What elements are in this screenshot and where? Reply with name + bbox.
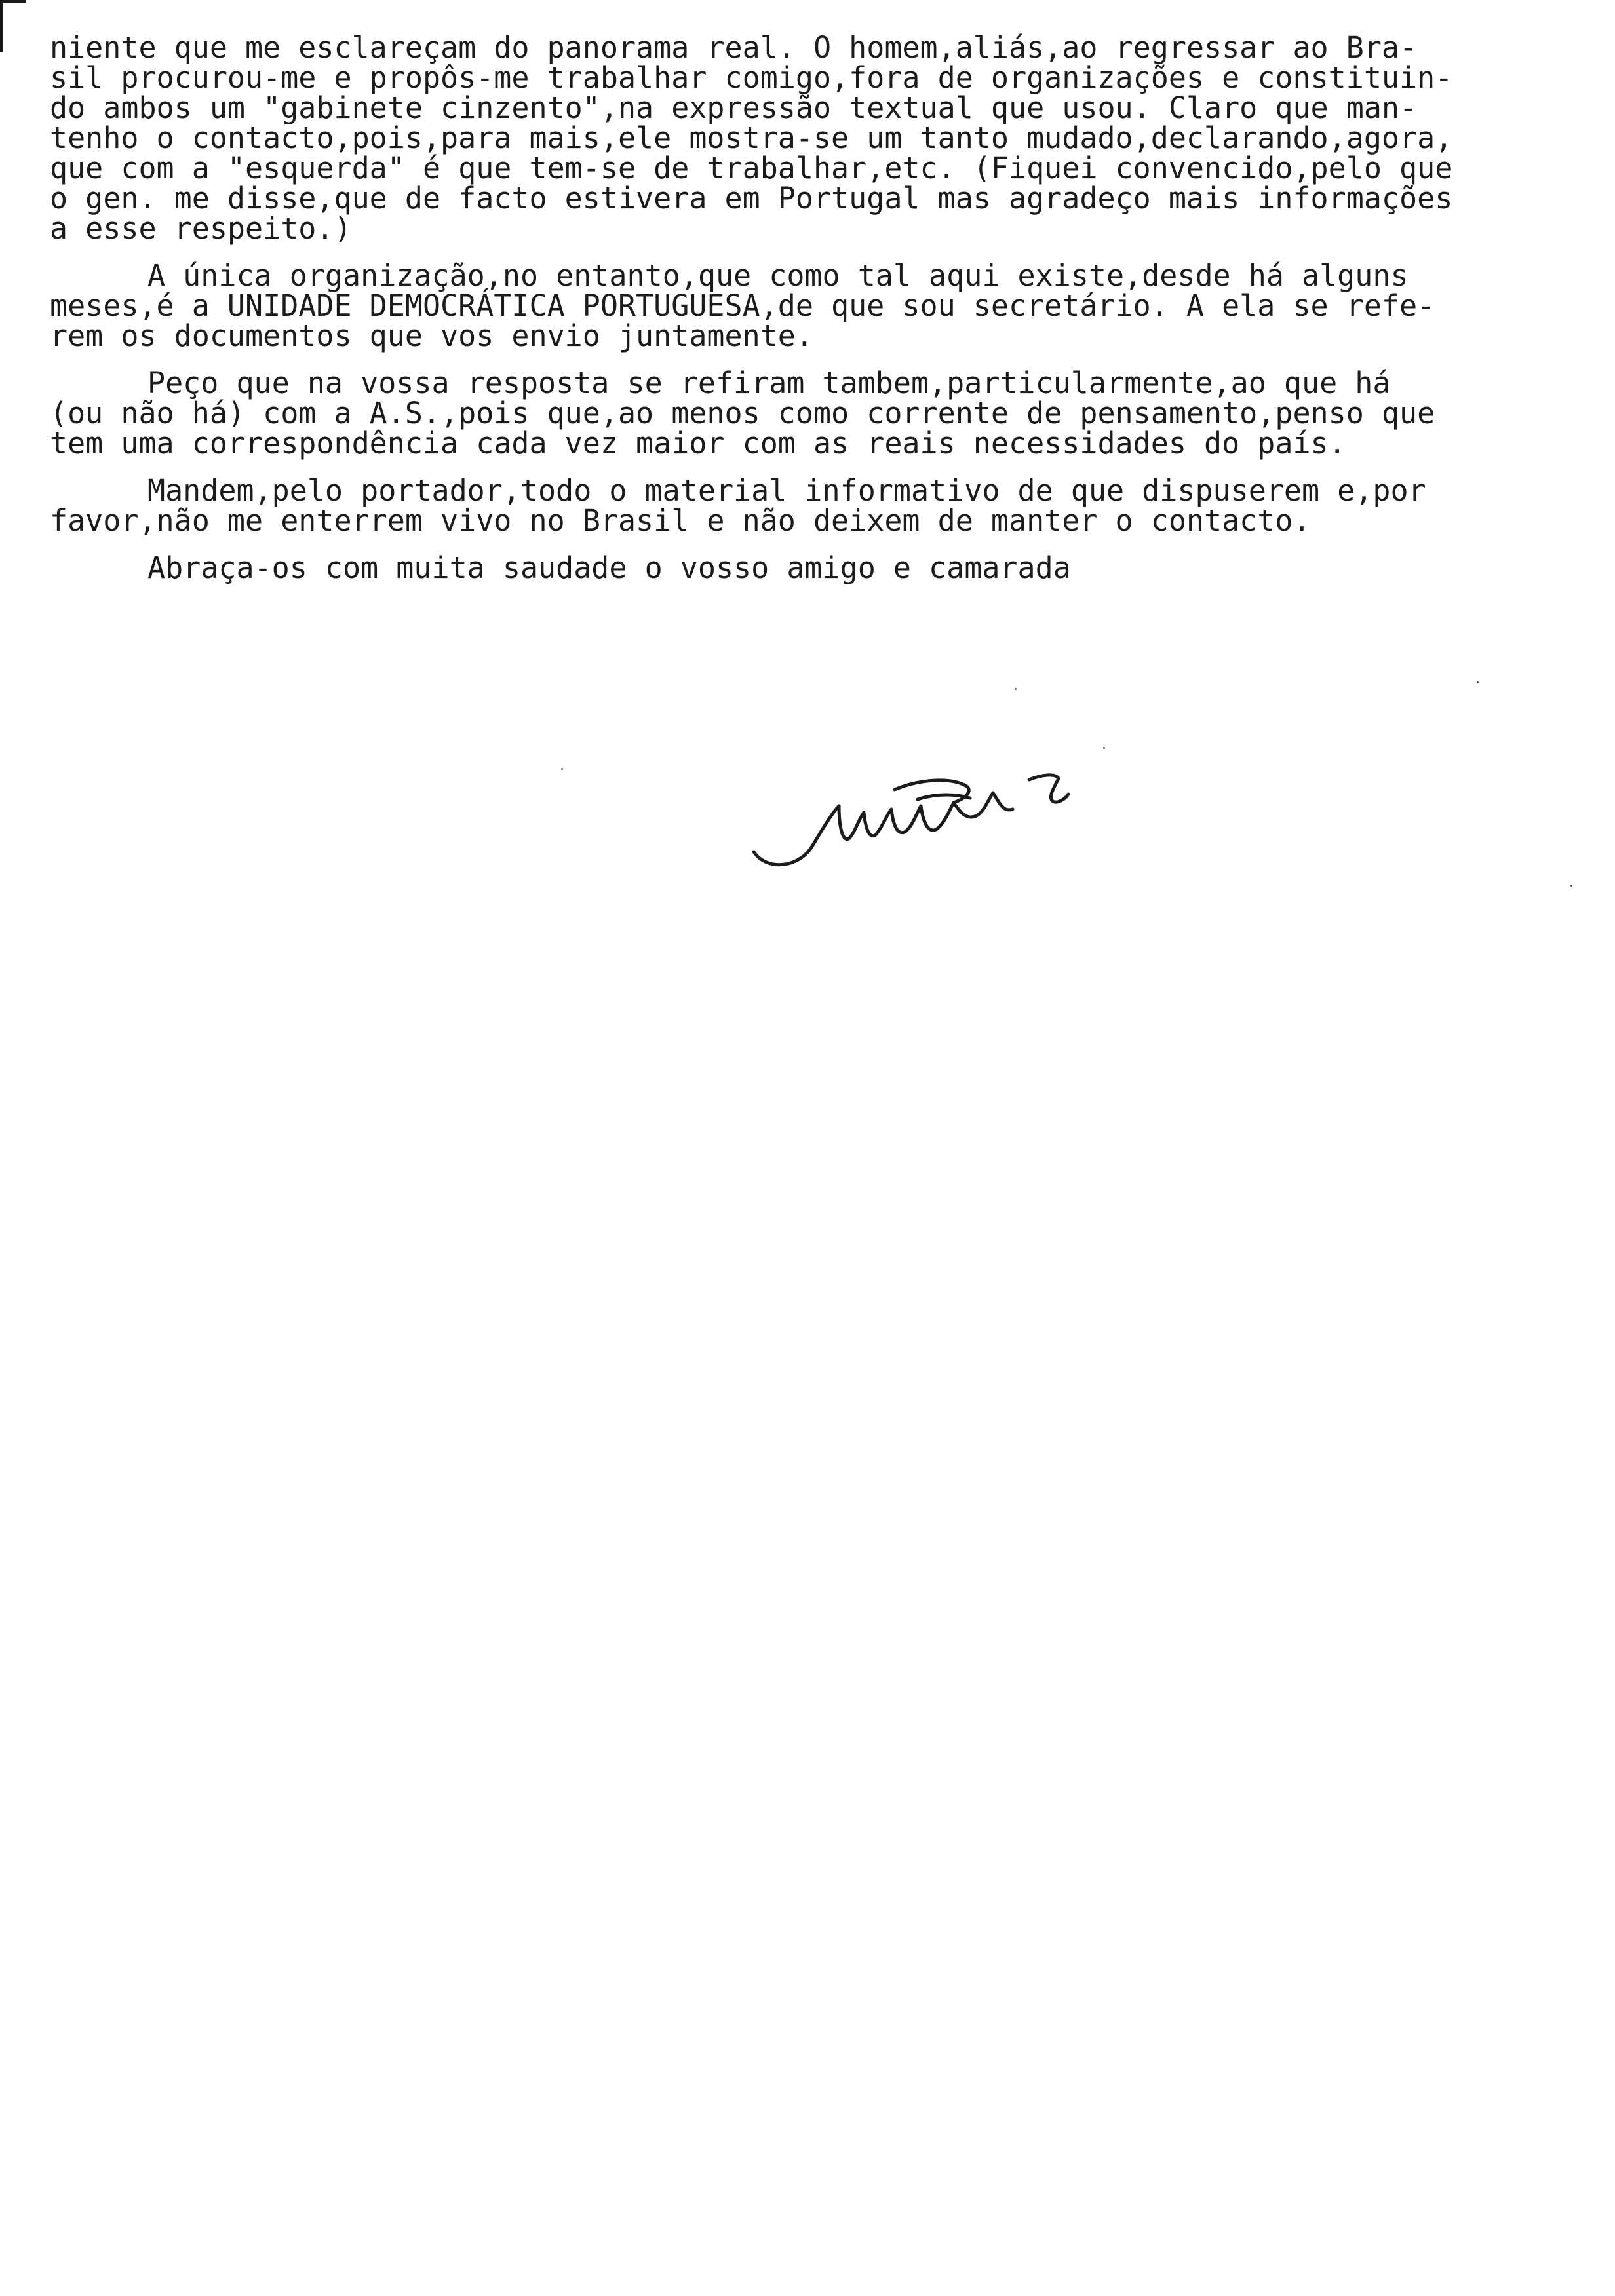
text-line: sil procurou-me e propôs-me trabalhar comigo,fora de organizações e constituin- — [50, 60, 1453, 95]
text-line-indented — [50, 550, 1590, 585]
text-line-indented — [50, 473, 1590, 508]
letter-body — [50, 30, 1590, 585]
closing-line — [50, 550, 1590, 585]
scan-speck — [1015, 688, 1017, 690]
text-line: favor,não me enterrem vivo no Brasil e não deixem de manter o contacto. — [50, 503, 1311, 538]
text-line: tem uma correspondência cada vez maior com as reais necessidades do país. — [50, 426, 1346, 461]
text-line: niente que me esclareçam do panorama real. O homem,aliás,ao regressar ao Bra- — [50, 30, 1418, 65]
page-corner-mark — [0, 0, 26, 3]
page-corner-mark-vertical — [0, 0, 3, 52]
scan-speck — [561, 768, 563, 770]
text-line: a esse respeito.) — [50, 211, 352, 246]
text-line: meses,é a UNIDADE DEMOCRÁTICA PORTUGUESA,de que sou secretário. A ela se refe- — [50, 288, 1435, 323]
text-line: tenho o contacto,pois,para mais,ele mostra-se um tanto mudado,declarando,agora, — [50, 121, 1453, 155]
text-line-indented — [50, 258, 1590, 293]
scan-speck — [1477, 681, 1479, 683]
scan-speck — [1570, 885, 1572, 887]
text-line: o gen. me disse,que de facto estivera em Portugal mas agradeço mais informações — [50, 181, 1453, 216]
text-line-indented — [50, 368, 1590, 398]
text-line: do ambos um "gabinete cinzento",na expressão textual que usou. Claro que man- — [50, 90, 1418, 125]
paragraph-2 — [50, 258, 1590, 353]
text-line: (ou não há) com a A.S.,pois que,ao menos como corrente de pensamento,penso que — [50, 396, 1435, 430]
text-line-content: Mandem,pelo portador,todo o material informativo de que dispuserem e,por — [147, 473, 1426, 508]
handwritten-signature — [741, 714, 1134, 885]
paragraph-3 — [50, 368, 1590, 459]
text-line-content: A única organização,no entanto,que como tal aqui existe,desde há alguns — [147, 258, 1409, 293]
text-line: que com a "esquerda" é que tem-se de trabalhar,etc. (Fiquei convencido,pelo que — [50, 151, 1453, 185]
text-line-content: Abraça-os com muita saudade o vosso amigo e camarada — [147, 550, 1071, 585]
text-line: rem os documentos que vos envio juntamente. — [50, 318, 813, 353]
text-line-content: Peço que na vossa resposta se refiram tambem,particularmente,ao que há — [147, 366, 1391, 400]
paragraph-1 — [50, 30, 1590, 246]
scan-speck — [1103, 747, 1105, 749]
paragraph-4 — [50, 473, 1590, 538]
